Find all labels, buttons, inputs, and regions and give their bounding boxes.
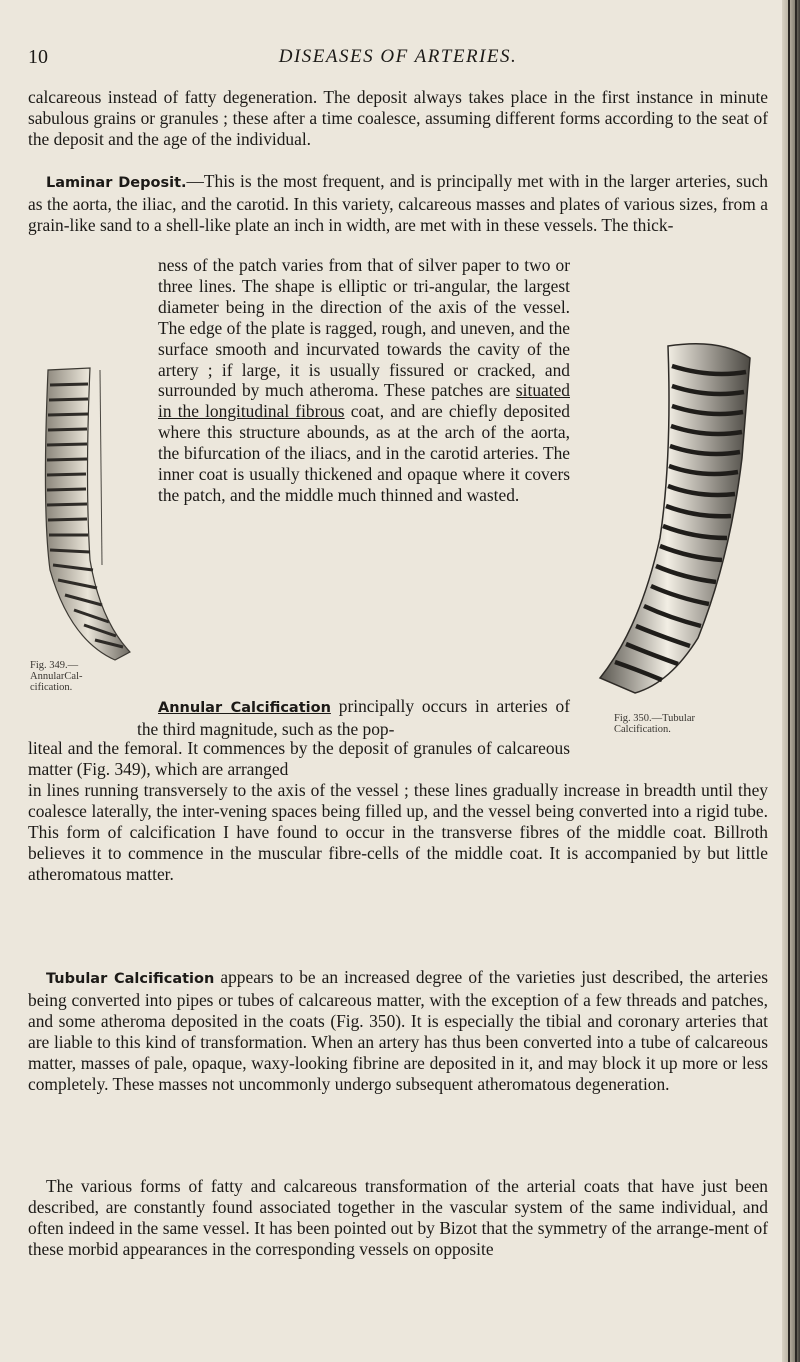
paragraph-text: in lines running transversely to the axis of the vessel ; these lines gradually increase in breadth until they coalesce laterally, the inter-vening spaces being filled up, and the vessel being converted into a rigid tube. This form of calcification I have found to occur in the transverse fibres of the middle coat. Billroth believes it to commence in the muscular fibre-cells of the middle coat. It is accompanied by but little atheromatous matter. [28, 780, 768, 884]
caption-line: Fig. 350.—Tubular [614, 713, 696, 724]
tubular-heading: Tubular Calcification [46, 971, 215, 987]
page-number: 10 [28, 46, 48, 68]
underlined-text: situated in the longitudinal fibrous [158, 380, 570, 422]
paragraph-text: principally occurs in arteries of the third magnitude, such as the pop- [137, 696, 570, 739]
annular-calcification-illustration [30, 360, 150, 670]
paragraph-text: appears to be an increased degree of the varieties just described, the arteries being converted into pipes or tubes of calcareous matter, with the exception of a few threads and patches, and some atheroma deposited in the coats (Fig. 350). It is especially the tibial and coronary arteries that are liable to this kind of transformation. When an artery has thus been converted into a tube of calcareous matter, masses of pale, opaque, waxy-looking fibrine are deposited in it, and may block it up more or less completely. These masses not uncommonly undergo subsequent atheromatous degeneration. [28, 967, 768, 1094]
caption-line: Fig. 349.— [30, 660, 79, 671]
paragraph-text: calcareous instead of fatty degeneration. The deposit always takes place in the first instance in minute sabulous grains or granules ; these after a time coalesce, assuming different forms according to the seat of the deposit and the age of the individual. [28, 87, 768, 149]
paragraph-annular [137, 696, 570, 740]
figure-349-caption [30, 660, 83, 693]
laminar-heading: Laminar Deposit. [46, 175, 187, 191]
figure-349 [30, 360, 150, 695]
caption-line: cification. [30, 682, 73, 693]
paragraph-intro [28, 87, 768, 150]
caption-line: AnnularCal- [30, 671, 83, 682]
paragraph-laminar-continued [158, 255, 570, 506]
paragraph-annular-continued [28, 738, 570, 780]
edge-line [788, 0, 790, 1362]
paragraph-tubular [28, 967, 768, 1094]
paragraph-final [28, 1176, 768, 1260]
page-edge [782, 0, 800, 1362]
paragraph-text: ness of the patch varies from that of silver paper to two or three lines. The shape is elliptic or tri-angular, the largest diameter being in the direction of the axis of the vessel. The edge of the plate is ragged, rough, and uneven, and the surface smooth and incurvated towards the cavity of the artery ; if large, it is usually fissured or cracked, and surrounded by much atheroma. These patches are [158, 255, 570, 401]
paragraph-text: —This is the most frequent, and is principally met with in the larger arteries, such as the aorta, the iliac, and the carotid. In this variety, calcareous masses and plates of various sizes, from a grain-like sand to a shell-like plate an inch in width, are met with in these vessels. The thick- [28, 171, 768, 235]
tubular-calcification-illustration [580, 338, 770, 708]
figure-350-caption [614, 713, 695, 735]
paragraph-text: The various forms of fatty and calcareous transformation of the arterial coats that have just been described, are constantly found associated together in the vascular system of the same individual, and often indeed in the same vessel. It has been pointed out by Bizot that the symmetry of the arrange-ment of these morbid appearances in the corresponding vessels on opposite [28, 1176, 768, 1259]
edge-line [795, 0, 797, 1362]
paragraph-annular-full [28, 780, 768, 885]
paragraph-laminar [28, 171, 768, 236]
page-header [28, 46, 768, 76]
caption-line: Calcification. [614, 724, 671, 735]
paragraph-text: coat, and are chiefly deposited where this structure abounds, as at the arch of the aorta, the bifurcation of the iliacs, and in the carotid arteries. The inner coat is usually thickened and opaque where it covers the patch, and the middle much thinned and wasted. [158, 401, 570, 505]
figure-350 [580, 338, 770, 740]
paragraph-text: liteal and the femoral. It commences by the deposit of granules of calcareous matter (Fig. 349), which are arranged [28, 738, 570, 779]
annular-heading: Annular Calcification [158, 700, 331, 716]
running-title: DISEASES OF ARTERIES. [278, 46, 518, 67]
